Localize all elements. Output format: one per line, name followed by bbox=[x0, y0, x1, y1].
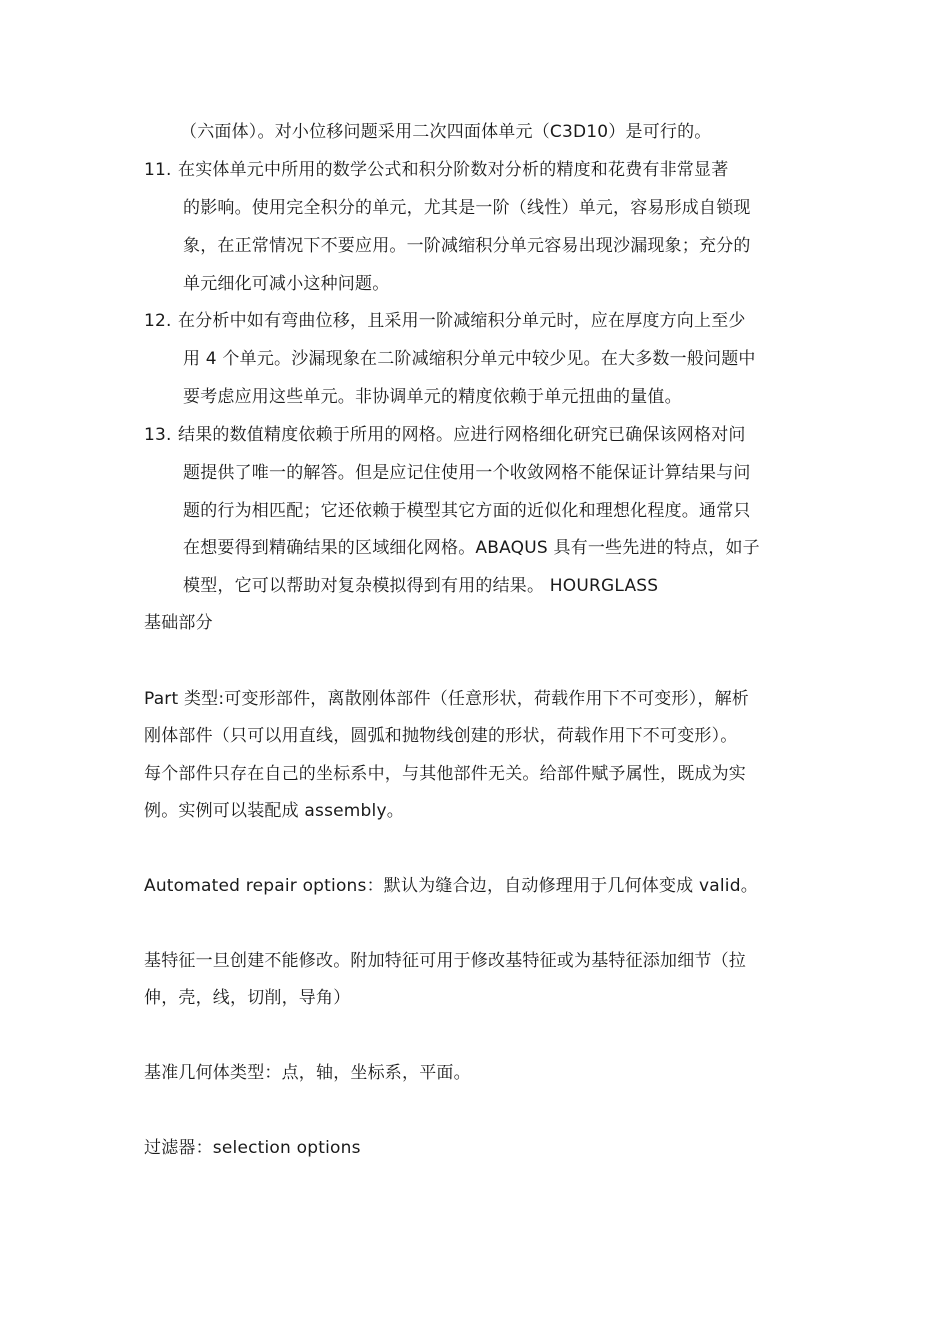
list-number-11: 11. bbox=[144, 160, 172, 180]
list-item-13-line: 模型，它可以帮助对复杂模拟得到有用的结果。 HOURGLASS bbox=[183, 576, 659, 596]
list-number-13: 13. bbox=[144, 425, 172, 445]
list-item-12-text: 在分析中如有弯曲位移，且采用一阶减缩积分单元时，应在厚度方向上至少 bbox=[178, 311, 746, 331]
section-title: 基础部分 bbox=[144, 613, 213, 633]
continuation-line: （六面体）。对小位移问题采用二次四面体单元（C3D10）是可行的。 bbox=[180, 122, 712, 142]
paragraph-line: Automated repair options：默认为缝合边，自动修理用于几何体变成 valid。 bbox=[144, 876, 758, 896]
list-item-12-line: 要考虑应用这些单元。非协调单元的精度依赖于单元扭曲的量值。 bbox=[183, 387, 682, 407]
list-number-12: 12. bbox=[144, 311, 172, 331]
paragraph-line: 伸，壳，线，切削，导角） bbox=[144, 988, 351, 1008]
paragraph-line: 基准几何体类型：点，轴，坐标系，平面。 bbox=[144, 1063, 471, 1083]
paragraph-line: 基特征一旦创建不能修改。附加特征可用于修改基特征或为基特征添加细节（拉 bbox=[144, 951, 746, 971]
list-item-12-first-line bbox=[144, 310, 746, 332]
paragraph-line: 例。实例可以装配成 assembly。 bbox=[144, 801, 404, 821]
list-item-11-first-line bbox=[144, 159, 728, 181]
paragraph-line: Part 类型:可变形部件，离散刚体部件（任意形状，荷载作用下不可变形），解析 bbox=[144, 689, 749, 709]
list-item-13-line: 题提供了唯一的解答。但是应记住使用一个收敛网格不能保证计算结果与问 bbox=[183, 463, 751, 483]
list-item-13-text: 结果的数值精度依赖于所用的网格。应进行网格细化研究已确保该网格对问 bbox=[178, 425, 746, 445]
list-item-12-line: 用 4 个单元。沙漏现象在二阶减缩积分单元中较少见。在大多数一般问题中 bbox=[183, 349, 756, 369]
list-item-11-line: 象，在正常情况下不要应用。一阶减缩积分单元容易出现沙漏现象；充分的 bbox=[183, 236, 751, 256]
list-item-13-first-line bbox=[144, 424, 746, 446]
list-item-11-line: 的影响。使用完全积分的单元，尤其是一阶（线性）单元，容易形成自锁现 bbox=[183, 198, 751, 218]
list-item-11-line: 单元细化可减小这种问题。 bbox=[183, 274, 390, 294]
paragraph-line: 每个部件只存在自己的坐标系中，与其他部件无关。给部件赋予属性，既成为实 bbox=[144, 764, 746, 784]
paragraph-line: 过滤器：selection options bbox=[144, 1138, 361, 1158]
list-item-11-text: 在实体单元中所用的数学公式和积分阶数对分析的精度和花费有非常显著 bbox=[178, 160, 729, 180]
list-item-13-line: 在想要得到精确结果的区域细化网格。ABAQUS 具有一些先进的特点，如子 bbox=[183, 538, 760, 558]
paragraph-line: 刚体部件（只可以用直线，圆弧和抛物线创建的形状，荷载作用下不可变形）。 bbox=[144, 726, 738, 746]
list-item-13-line: 题的行为相匹配；它还依赖于模型其它方面的近似化和理想化程度。通常只 bbox=[183, 501, 751, 521]
